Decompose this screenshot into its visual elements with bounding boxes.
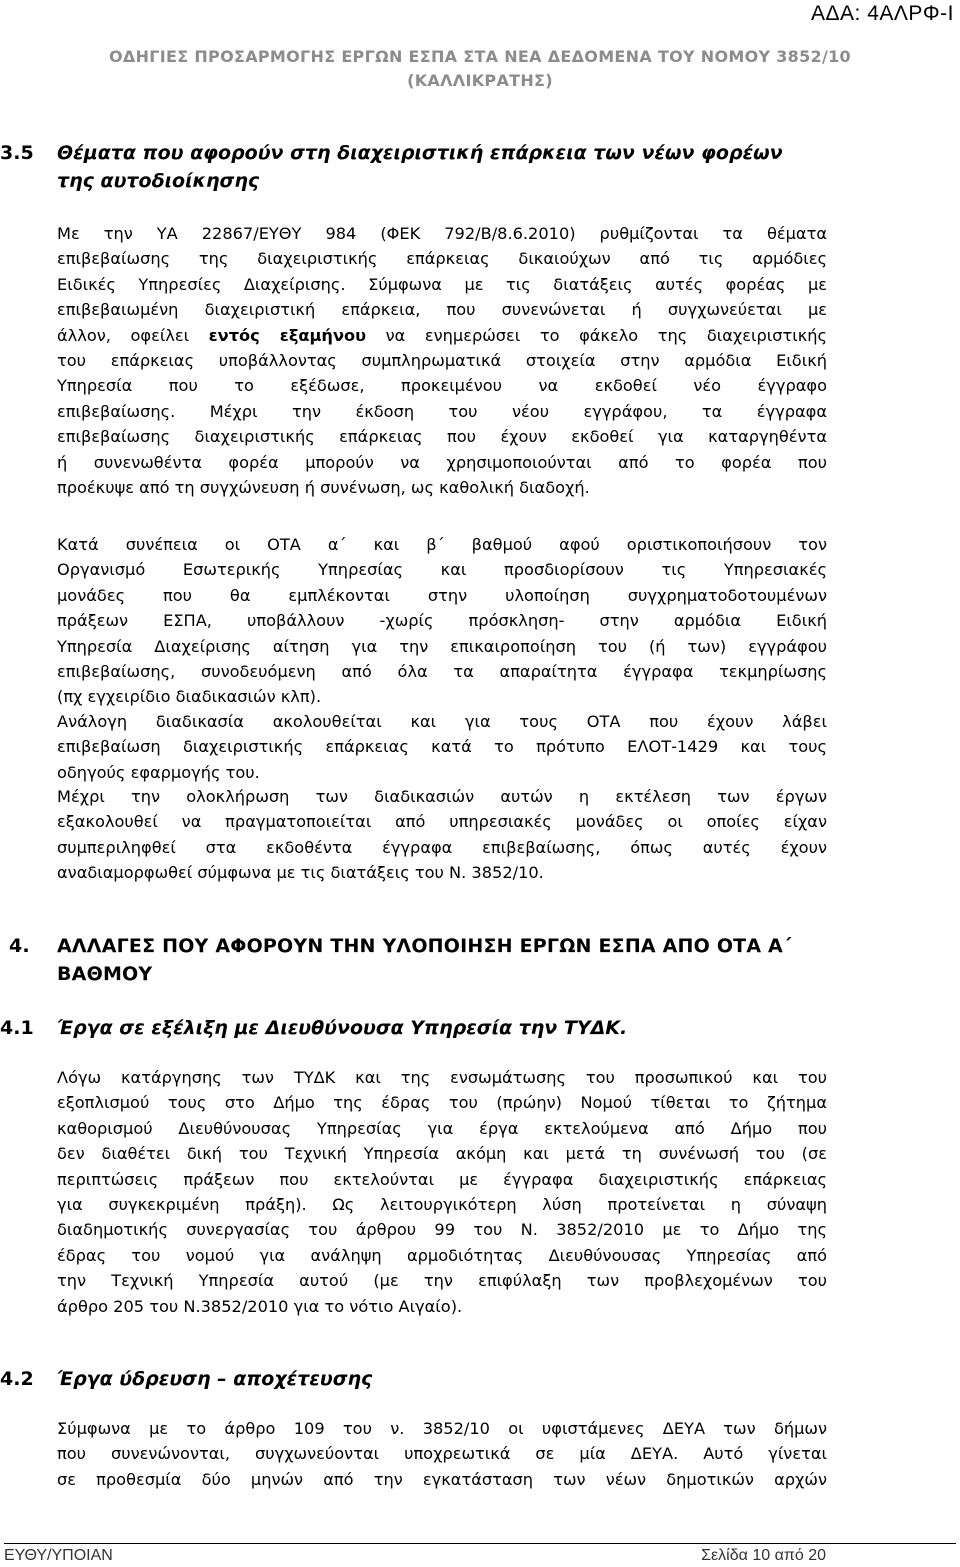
text-line: επιβεβαίωσης. Μέχρι την έκδοση του νέου εγγράφου, τα έγγραφα — [57, 401, 827, 421]
text-line: Μέχρι την ολοκλήρωση των διαδικασιών αυτών η εκτέλεση των έργων — [57, 787, 827, 806]
text-line: επιβεβαίωσης διαχειριστικής επάρκειας που έχουν εκδοθεί για καταργηθέντα — [57, 427, 827, 447]
text-line: έδρας του νομού για ανάληψη αρμοδιότητας Διευθύνουσας Υπηρεσίας από — [57, 1245, 827, 1265]
section-title-line-2: της αυτοδιοίκησης — [57, 170, 260, 192]
section-number: 4.2 — [0, 1368, 34, 1390]
text-line: εξοπλισμού τους στο Δήμο της έδρας του (πρώην) Νομού τίθεται το ζήτημα — [57, 1093, 827, 1113]
section-title-line-1: Θέματα που αφορούν στη διαχειριστική επάρκεια των νέων φορέων — [57, 142, 783, 164]
text-line: Λόγω κατάργησης των ΤΥΔΚ και της ενσωμάτωσης του προσωπικού και του — [57, 1068, 827, 1087]
text-line: αναδιαμορφωθεί σύμφωνα με τις διατάξεις του Ν. 3852/10. — [57, 863, 544, 883]
text-line: επιβεβαίωσης της διαχειριστικής επάρκειας δικαιούχων από τις αρμόδιες — [57, 249, 827, 269]
text-line: Υπηρεσία που το εξέδωσε, προκειμένου να εκδοθεί νέο έγγραφο — [57, 376, 827, 396]
footer-page-number: Σελίδα 10 από 20 — [701, 1547, 826, 1564]
text-line: δεν διαθέτει δική του Τεχνική Υπηρεσία ακόμη και μετά τη συνένωσή του (σε — [57, 1144, 827, 1164]
text-line: Κατά συνέπεια οι ΟΤΑ α΄ και β΄ βαθμού αφού οριστικοποιήσουν τον — [57, 535, 827, 554]
text-line: Ανάλογη διαδικασία ακολουθείται και για τους ΟΤΑ που έχουν λάβει — [57, 712, 827, 731]
text-line: επιβεβαίωση διαχειριστικής επάρκειας κατά το πρότυπο ΕΛΟΤ-1429 και τους — [57, 737, 827, 757]
section-title: Έργα ύδρευση – αποχέτευσης — [57, 1368, 373, 1390]
text-line: εξακολουθεί να πραγματοποιείται από υπηρεσιακές μονάδες οι οποίες είχαν — [57, 812, 827, 832]
text-line: σε προθεσμία δύο μηνών από την εγκατάσταση των νέων δημοτικών αρχών — [57, 1469, 827, 1489]
text-line: επιβεβαίωσης, συνοδευόμενη από όλα τα απαραίτητα έγγραφα τεκμηρίωσης — [57, 661, 827, 681]
text-line: καθορισμού Διευθύνουσας Υπηρεσίας για έργα εκτελούμενα από Δήμο που — [57, 1118, 827, 1138]
text-fragment: άλλον, οφείλει — [57, 325, 209, 345]
text-line-with-emphasis — [57, 323, 827, 348]
header-line-1: ΟΔΗΓΙΕΣ ΠΡΟΣΑΡΜΟΓΗΣ ΕΡΓΩΝ ΕΣΠΑ ΣΤΑ ΝΕΑ ΔΕΔΟΜΕΝΑ ΤΟΥ ΝΟΜΟΥ 3852/10 — [109, 47, 851, 66]
section-4-1-heading — [0, 1014, 900, 1042]
text-line: άρθρο 205 του Ν.3852/2010 για το νότιο Αιγαίο). — [57, 1296, 463, 1316]
section-4-heading — [9, 932, 909, 988]
text-line: Σύμφωνα με το άρθρο 109 του ν. 3852/10 οι υφιστάμενες ΔΕΥΑ των δήμων — [57, 1419, 827, 1438]
section-title: Έργα σε εξέλιξη με Διευθύνουσα Υπηρεσία την ΤΥΔΚ. — [57, 1017, 628, 1039]
section-4-1-paragraph — [57, 1065, 827, 1319]
text-line: Υπηρεσία Διαχείρισης αίτηση για την επικαιροποίηση του (ή των) εγγράφου — [57, 636, 827, 656]
text-line: πράξεων ΕΣΠΑ, υποβάλλουν -χωρίς πρόσκληση- στην αρμόδια Ειδική — [57, 611, 827, 631]
text-line: συμπεριληφθεί στα εκδοθέντα έγγραφα επιβεβαίωσης, όπως αυτές έχουν — [57, 837, 827, 857]
section-3-5-paragraph-2 — [57, 532, 827, 710]
text-line: προέκυψε από τη συγχώνευση ή συνένωση, ως καθολική διαδοχή. — [57, 477, 590, 497]
section-3-5-heading — [0, 139, 900, 195]
header-line-2: (ΚΑΛΛΙΚΡΑΤΗΣ) — [407, 71, 553, 90]
section-3-5-paragraph-4 — [57, 784, 827, 886]
section-4-2-paragraph — [57, 1416, 827, 1492]
text-line: περιπτώσεις πράξεων που εκτελούνται με έγγραφα διαχειριστικής επάρκειας — [57, 1169, 827, 1189]
text-line: του επάρκειας υποβάλλοντας συμπληρωματικά στοιχεία στην αρμόδια Ειδική — [57, 350, 827, 370]
section-3-5-paragraph-3 — [57, 709, 827, 785]
text-line: μονάδες που θα εμπλέκονται στην υλοποίηση συγχρηματοδοτουμένων — [57, 585, 827, 605]
text-line: Με την ΥΑ 22867/ΕΥΘΥ 984 (ΦΕΚ 792/Β/8.6.2010) ρυθμίζονται τα θέματα — [57, 224, 827, 243]
text-line: για συγκεκριμένη πράξη). Ως λειτουργικότερη λύση προτείνεται η σύναψη — [57, 1194, 827, 1214]
section-number: 3.5 — [0, 142, 34, 164]
emphasis-text: εντός εξαμήνου — [208, 325, 367, 345]
text-line: ή συνενωθέντα φορέα μπορούν να χρησιμοποιούνται από το φορέα που — [57, 452, 827, 472]
text-line: Οργανισμό Εσωτερικής Υπηρεσίας και προσδιορίσουν τις Υπηρεσιακές — [57, 560, 827, 580]
text-line: (πχ εγχειρίδιο διαδικασιών κλπ). — [57, 687, 322, 707]
section-4-2-heading — [0, 1365, 900, 1393]
text-fragment: να ενημερώσει το φάκελο της διαχειριστικής — [366, 325, 827, 345]
section-number: 4. — [9, 935, 30, 957]
text-line: επιβεβαιωμένη διαχειριστική επάρκεια, που συνενώνεται ή συγχωνεύεται με — [57, 300, 827, 320]
text-line: την Τεχνική Υπηρεσία αυτού (με την επιφύλαξη των προβλεχομένων του — [57, 1271, 827, 1291]
section-title-line-1: ΑΛΛΑΓΕΣ ΠΟΥ ΑΦΟΡΟΥΝ ΤΗΝ ΥΛΟΠΟΙΗΣΗ ΕΡΓΩΝ ΕΣΠΑ ΑΠΟ ΟΤΑ Α΄ — [57, 935, 792, 957]
footer-divider — [4, 1543, 956, 1544]
ada-code: ΑΔΑ: 4ΑΛΡΦ-Ι — [810, 2, 954, 25]
section-title-line-2: ΒΑΘΜΟΥ — [57, 963, 153, 985]
document-header — [0, 45, 960, 93]
section-number: 4.1 — [0, 1017, 34, 1039]
section-3-5-paragraph-1 — [57, 221, 827, 500]
footer-department: ΕΥΘΥ/ΥΠΟΙΑΝ — [4, 1547, 113, 1564]
text-line: οδηγούς εφαρμογής του. — [57, 762, 260, 782]
text-line: διαδημοτικής συνεργασίας του άρθρου 99 του Ν. 3852/2010 με το Δήμο της — [57, 1220, 827, 1240]
text-line: που συνενώνονται, συγχωνεύονται υποχρεωτικά σε μία ΔΕΥΑ. Αυτό γίνεται — [57, 1444, 827, 1464]
text-line: Ειδικές Υπηρεσίες Διαχείρισης. Σύμφωνα με τις διατάξεις αυτές φορέας με — [57, 274, 827, 294]
